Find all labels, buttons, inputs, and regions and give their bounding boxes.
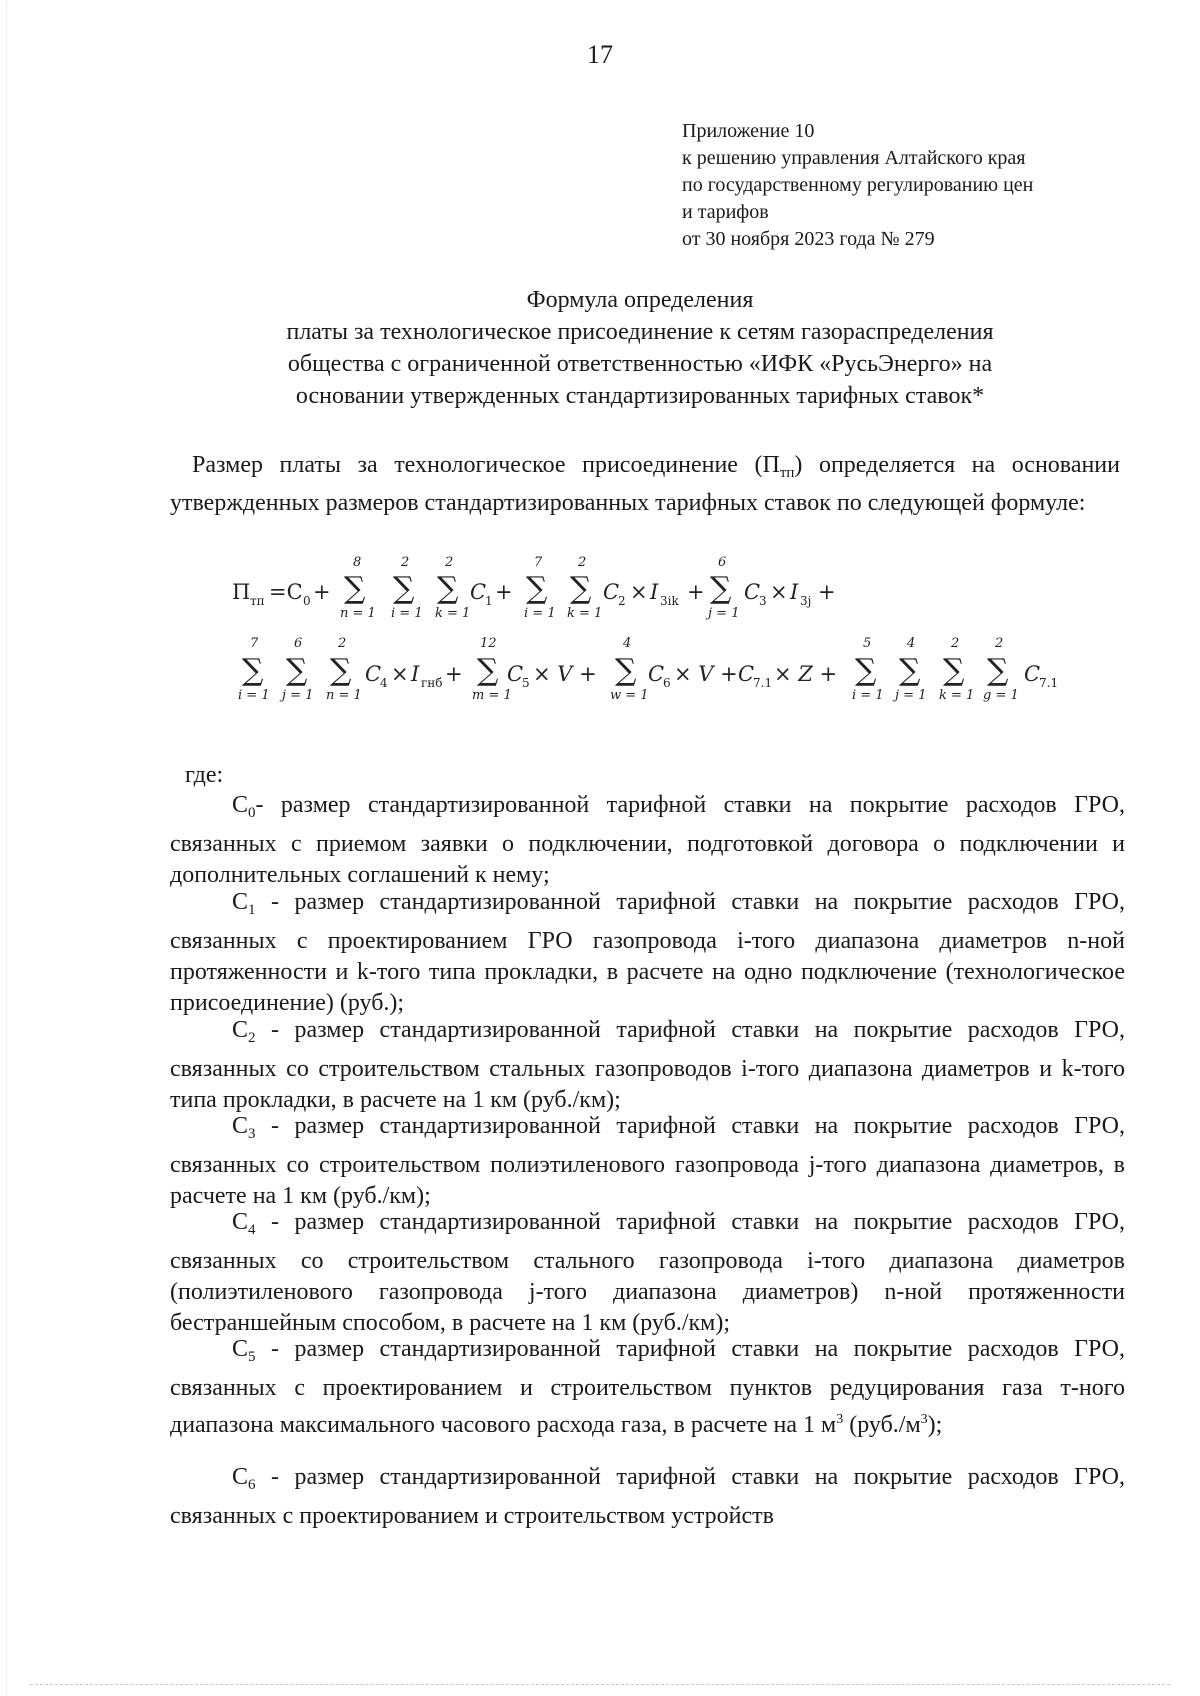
sum-sign: ∑ — [344, 571, 366, 606]
sum-lower-limit: k = 1 — [939, 688, 975, 703]
sum-sign: ∑ — [526, 571, 548, 606]
formula-plus: + — [818, 580, 836, 604]
def-superscript: 3 — [920, 1412, 928, 1427]
definition-c4 — [170, 1207, 1125, 1339]
sum-lower-limit: n = 1 — [326, 688, 362, 703]
title-line-3: общества с ограниченной ответственностью «ИФК «РусьЭнерго» на — [287, 351, 993, 377]
definition-c5 — [170, 1334, 1125, 1441]
formula-c3: C — [744, 580, 761, 604]
def-text: - размер стандартизированной тарифной ставки на покрытие расходов ГРО, связанных со строительством стальных газопроводов i-того диапазона диаметров и k-того типа прокладки, в расчете на 1 км (руб./км); — [170, 1017, 1125, 1113]
definition-c0 — [170, 790, 1125, 891]
formula-plus: + — [313, 580, 331, 604]
sum-lower-limit: i = 1 — [524, 606, 556, 621]
formula-c6-sub: 6 — [663, 676, 671, 690]
formula-i3j-sub: 3j — [800, 594, 812, 608]
formula-ignb: I — [411, 662, 420, 686]
def-symbol: С — [232, 1336, 249, 1362]
def-symbol: С — [232, 792, 249, 818]
sum-sign: ∑ — [286, 653, 308, 688]
formula-plus: + — [687, 580, 705, 604]
formula-ignb-sub: гнб — [421, 676, 443, 690]
def-subscript: 6 — [248, 1477, 256, 1493]
formula-times: × — [391, 662, 409, 686]
sum-sign: ∑ — [437, 571, 459, 606]
formula-c0-sub: 0 — [303, 594, 311, 608]
formula-c5: C — [507, 662, 524, 686]
def-subscript: 5 — [248, 1349, 256, 1365]
appendix-line-5: от 30 ноября 2023 года № 279 — [682, 228, 935, 250]
sum-upper-limit: 4 — [623, 636, 632, 651]
formula-c1-sub: 1 — [485, 594, 493, 608]
sum-lower-limit: k = 1 — [567, 606, 603, 621]
sum-sign: ∑ — [710, 571, 732, 606]
sum-upper-limit: 2 — [951, 636, 960, 651]
formula-c3-sub: 3 — [759, 594, 767, 608]
appendix-line-4: и тарифов — [682, 201, 769, 223]
formula-c71b-sub: 7.1 — [1039, 676, 1059, 690]
definition-c1 — [170, 887, 1125, 1019]
sum-upper-limit: 2 — [445, 555, 454, 570]
def-superscript: 3 — [836, 1412, 844, 1427]
formula-c4: C — [365, 662, 382, 686]
def-subscript: 2 — [248, 1030, 256, 1046]
sum-sign: ∑ — [987, 653, 1009, 688]
appendix-line-3: по государственному регулированию цен — [682, 174, 1034, 196]
def-symbol: С — [232, 889, 249, 915]
sum-lower-limit: i = 1 — [391, 606, 423, 621]
sum-sign: ∑ — [943, 653, 965, 688]
intro-text-1: Размер платы за технологическое присоединение (П — [192, 452, 780, 478]
sum-lower-limit: g = 1 — [983, 688, 1019, 703]
sum-sign: ∑ — [855, 653, 877, 688]
def-text: - размер стандартизированной тарифной ставки на покрытие расходов ГРО, связанных с проектированием ГРО газопровода i-того диапазона диаметров n-ной протяженности и k-того типа прокладки, в расчете на одно подключение (технологическое присоединение) (руб.); — [170, 889, 1125, 1016]
def-text: - размер стандартизированной тарифной ставки на покрытие расходов ГРО, связанных со строительством полиэтиленового газопровода j-того диапазона диаметров, в расчете на 1 км (руб./км); — [170, 1113, 1125, 1209]
def-text-tail: (руб./м — [843, 1412, 921, 1438]
def-text-tail: ); — [927, 1412, 943, 1438]
sum-upper-limit: 2 — [995, 636, 1004, 651]
sum-upper-limit: 5 — [863, 636, 872, 651]
formula-times-z: × Z + — [774, 662, 838, 686]
def-subscript: 1 — [248, 902, 256, 918]
def-symbol: С — [232, 1017, 249, 1043]
where-label: где: — [185, 762, 224, 788]
formula-i3ik: I — [650, 580, 659, 604]
def-symbol: С — [232, 1464, 249, 1490]
definition-c2 — [170, 1015, 1125, 1116]
sum-lower-limit: j = 1 — [708, 606, 740, 621]
title-line-4: основании утвержденных стандартизированных тарифных ставок* — [295, 383, 985, 409]
sum-sign: ∑ — [242, 653, 264, 688]
formula-c71: C — [738, 662, 755, 686]
sum-lower-limit: i = 1 — [238, 688, 270, 703]
formula-plus: + — [445, 662, 463, 686]
formula-times: × — [770, 580, 788, 604]
definition-c3 — [170, 1111, 1125, 1212]
page-number: 17 — [587, 40, 613, 69]
title-line-2: платы за технологическое присоединение к сетям газораспределения — [286, 319, 994, 345]
sum-sign: ∑ — [615, 653, 637, 688]
formula-c6: C — [648, 662, 665, 686]
def-text: - размер стандартизированной тарифной ставки на покрытие расходов ГРО, связанных с проектированием и строительством устройств — [170, 1464, 1125, 1529]
def-symbol: С — [232, 1209, 249, 1235]
sum-upper-limit: 6 — [718, 555, 727, 570]
def-symbol: С — [232, 1113, 249, 1139]
sum-upper-limit: 7 — [534, 555, 543, 570]
sum-upper-limit: 4 — [907, 636, 916, 651]
def-subscript: 3 — [248, 1126, 256, 1142]
fee-formula — [0, 0, 1200, 720]
formula-lhs-sub: тп — [250, 594, 265, 608]
title-line-1: Формула определения — [526, 287, 754, 313]
formula-c2: C — [603, 580, 620, 604]
sum-upper-limit: 12 — [480, 636, 497, 651]
intro-text-2: ) определяется на основании утвержденных размеров стандартизированных тарифных ставок по следующей формуле: — [170, 452, 1120, 516]
sum-sign: ∑ — [899, 653, 921, 688]
sum-upper-limit: 2 — [578, 555, 587, 570]
sum-lower-limit: j = 1 — [282, 688, 314, 703]
formula-c4-sub: 4 — [380, 676, 388, 690]
def-text: - размер стандартизированной тарифной ставки на покрытие расходов ГРО, связанных с проектированием и строительством пунктов редуцирования газа т-ного диапазона максимального часового расхода газа, в расчете на 1 м — [170, 1336, 1125, 1438]
sum-upper-limit: 2 — [401, 555, 410, 570]
def-text: - размер стандартизированной тарифной ставки на покрытие расходов ГРО, связанных с приемом заявки о подключении, подготовкой договора о подключении и дополнительных соглашений к нему; — [170, 792, 1125, 888]
formula-c5-sub: 5 — [522, 676, 530, 690]
formula-c71b: C — [1024, 662, 1041, 686]
sum-lower-limit: n = 1 — [340, 606, 376, 621]
formula-times-v: × V + — [533, 662, 597, 686]
sum-lower-limit: j = 1 — [895, 688, 927, 703]
formula-times-v: × V + — [674, 662, 738, 686]
sum-upper-limit: 7 — [250, 636, 259, 651]
sum-sign: ∑ — [477, 653, 499, 688]
formula-i3j: I — [790, 580, 799, 604]
formula-c1: C — [470, 580, 487, 604]
sum-sign: ∑ — [570, 571, 592, 606]
formula-lhs: П — [232, 580, 251, 604]
sum-lower-limit: m = 1 — [472, 688, 512, 703]
definition-c6 — [170, 1462, 1125, 1532]
formula-c71-sub: 7.1 — [753, 676, 773, 690]
sum-lower-limit: i = 1 — [852, 688, 884, 703]
def-subscript: 4 — [248, 1222, 256, 1238]
scan-edge-bottom — [30, 1684, 1170, 1685]
sum-upper-limit: 8 — [353, 555, 362, 570]
formula-eq: =С — [269, 580, 303, 604]
def-text: - размер стандартизированной тарифной ставки на покрытие расходов ГРО, связанных со строительством стального газопровода i-того диапазона диаметров (полиэтиленового газопровода j-того диапазона диаметров) n-ной протяженности бестраншейным способом, в расчете на 1 км (руб./км); — [170, 1209, 1125, 1336]
formula-times: × — [630, 580, 648, 604]
formula-c2-sub: 2 — [618, 594, 626, 608]
appendix-line-2: к решению управления Алтайского края — [682, 147, 1026, 169]
sum-lower-limit: w = 1 — [610, 688, 649, 703]
sum-sign: ∑ — [330, 653, 352, 688]
sum-sign: ∑ — [393, 571, 415, 606]
def-subscript: 0 — [248, 805, 256, 821]
formula-plus: + — [495, 580, 513, 604]
appendix-line-1: Приложение 10 — [682, 120, 815, 142]
sum-lower-limit: k = 1 — [435, 606, 471, 621]
sum-upper-limit: 2 — [338, 636, 347, 651]
formula-i3ik-sub: 3ik — [660, 594, 679, 608]
sum-upper-limit: 6 — [294, 636, 303, 651]
intro-subscript: тп — [779, 465, 795, 481]
